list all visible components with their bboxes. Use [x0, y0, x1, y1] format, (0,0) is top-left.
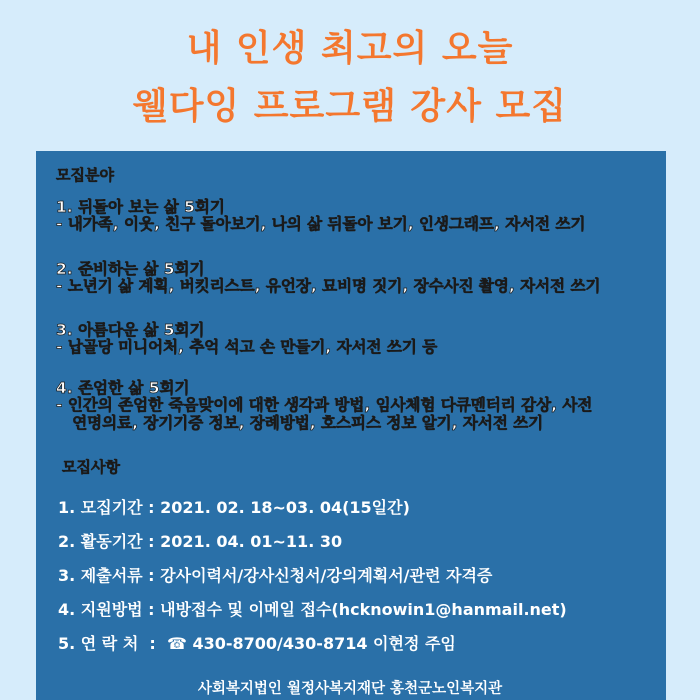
field-3-desc: - 납골당 미니어처, 추억 석고 손 만들기, 자서전 쓰기 등	[56, 338, 438, 356]
requirements-heading: 모집사항	[62, 458, 120, 476]
field-4-desc-2: 연명의료, 장기기증 정보, 장례방법, 호스피스 정보 알기, 자서전 쓰기	[56, 414, 544, 432]
requirement-label: 4. 지원방법 :	[58, 600, 161, 619]
field-2-desc: - 노년기 삶 계획, 버킷리스트, 유언장, 묘비명 짓기, 장수사진 촬영, 자서전 쓰기	[56, 277, 601, 295]
requirement-row	[58, 532, 342, 552]
requirement-label: 5. 연 락 처 :	[58, 634, 167, 653]
requirement-row	[58, 600, 567, 620]
requirement-row	[58, 634, 456, 654]
requirement-value: 강사이력서/강사신청서/강의계획서/관련 자격증	[160, 566, 493, 585]
requirement-label: 3. 제출서류 :	[58, 566, 161, 585]
requirement-value: 내방접수 및 이메일 접수(hcknowin1@hanmail.net)	[160, 600, 567, 619]
requirement-label: 2. 활동기간 :	[58, 532, 161, 551]
requirement-row	[58, 566, 492, 586]
content-panel	[36, 151, 666, 700]
requirement-row	[58, 498, 410, 518]
field-4-desc-1: - 인간의 존엄한 죽음맞이에 대한 생각과 방법, 임사체험 다큐멘터리 감상, 사전	[56, 396, 593, 414]
field-4-title: 4. 존엄한 삶 5회기	[56, 379, 190, 397]
field-1-desc: - 내가족, 이웃, 친구 돌아보기, 나의 삶 뒤돌아 보기, 인생그래프, 자서전 쓰기	[56, 215, 586, 233]
requirement-value: ☎ 430-8700/430-8714 이현정 주임	[166, 634, 456, 653]
field-1-title: 1. 뒤돌아 보는 삶 5회기	[56, 198, 225, 216]
requirement-value: 2021. 04. 01~11. 30	[160, 532, 343, 551]
organization-footer: 사회복지법인 월정사복지재단 홍천군노인복지관	[197, 681, 503, 697]
field-3-title: 3. 아름다운 삶 5회기	[56, 321, 205, 339]
requirement-value: 2021. 02. 18~03. 04(15일간)	[160, 498, 410, 517]
requirement-label: 1. 모집기간 :	[58, 498, 161, 517]
fields-heading: 모집분야	[56, 166, 114, 184]
title-line-2: 웰다잉 프로그램 강사 모집	[132, 86, 568, 127]
field-2-title: 2. 준비하는 삶 5회기	[56, 260, 205, 278]
title-line-1: 내 인생 최고의 오늘	[186, 28, 514, 69]
